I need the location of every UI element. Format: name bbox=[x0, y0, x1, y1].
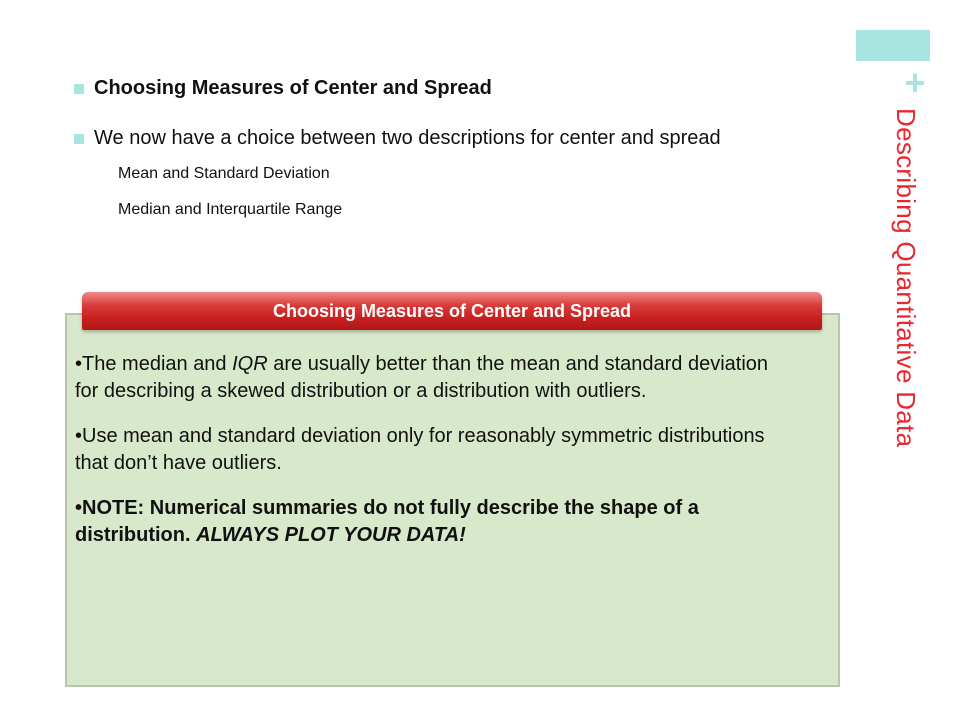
paragraph-note bbox=[75, 495, 795, 549]
plus-icon: + bbox=[904, 62, 926, 103]
side-title: Describing Quantitative Data bbox=[891, 108, 921, 448]
sub-bullet-text: Median and Interquartile Range bbox=[118, 201, 343, 218]
bullet-intro bbox=[74, 124, 834, 153]
sub-bullet-mean bbox=[74, 163, 834, 185]
iqr-term: IQR bbox=[232, 353, 268, 375]
square-bullet-icon bbox=[74, 134, 84, 144]
paragraph-mean-sd: •Use mean and standard deviation only for reasonably symmetric distributions that don’t have outliers. bbox=[75, 425, 765, 474]
bullet-intro-text: We now have a choice between two descriptions for center and spread bbox=[94, 127, 721, 149]
bullet-list bbox=[74, 74, 834, 221]
content-box bbox=[65, 313, 840, 687]
note-text: •NOTE: Numerical summaries do not fully describe the shape of a distribution. bbox=[75, 497, 699, 546]
note-emphasis: ALWAYS PLOT YOUR DATA! bbox=[196, 524, 466, 546]
paragraph-text: The median and bbox=[82, 353, 233, 375]
corner-accent-block bbox=[856, 30, 930, 61]
sub-bullet-text: Mean and Standard Deviation bbox=[118, 165, 330, 182]
bullet-dot: • bbox=[75, 353, 83, 375]
bullet-heading-text: Choosing Measures of Center and Spread bbox=[94, 77, 492, 99]
sub-bullet-median bbox=[74, 199, 834, 221]
box-banner: Choosing Measures of Center and Spread bbox=[82, 292, 822, 330]
paragraph-median-iqr bbox=[75, 351, 795, 405]
bullet-heading bbox=[74, 74, 834, 102]
content-box-text bbox=[75, 351, 795, 549]
square-bullet-icon bbox=[74, 84, 84, 94]
paragraph-text: are usually better than the mean and standard deviation for describing a skewed distribution or a distribution with outliers. bbox=[75, 353, 769, 402]
